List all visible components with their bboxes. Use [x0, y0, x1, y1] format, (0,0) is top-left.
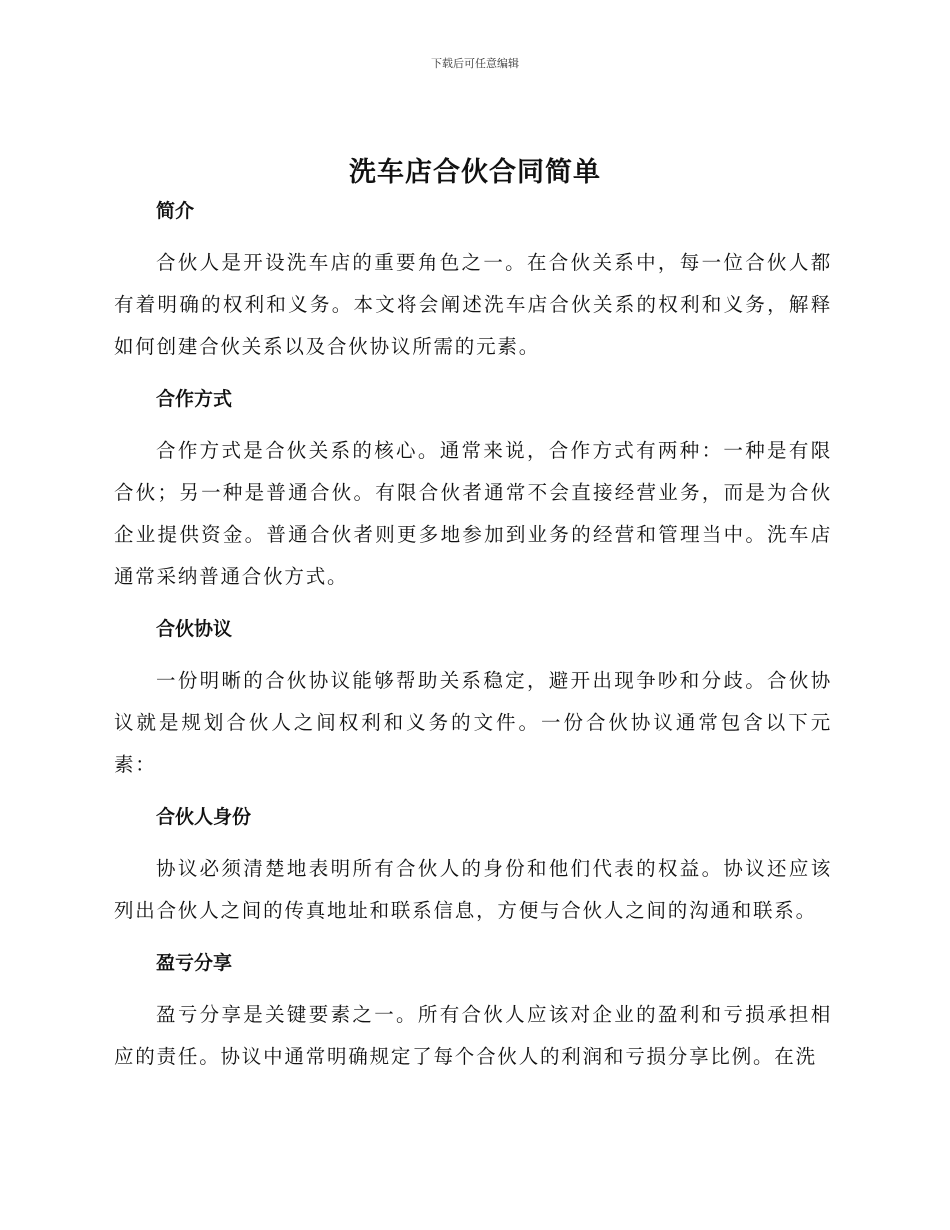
section-heading-profit-loss: 盈亏分享 — [156, 952, 233, 974]
section-paragraph-cooperation: 合作方式是合伙关系的核心。通常来说，合作方式有两种：一种是有限合伙；另一种是普通合伙。有限合伙者通常不会直接经营业务，而是为合伙企业提供资金。普通合伙者则更多地参加到业务的经营和管理当中。洗车店通常采纳普通合伙方式。 — [114, 439, 832, 588]
section-paragraph-agreement: 一份明晰的合伙协议能够帮助关系稳定，避开出现争吵和分歧。合伙协议就是规划合伙人之间权利和义务的文件。一份合伙协议通常包含以下元素： — [114, 669, 832, 776]
section-heading-identity: 合伙人身份 — [156, 806, 252, 828]
section-heading-intro: 简介 — [156, 200, 195, 222]
section-paragraph-identity: 协议必须清楚地表明所有合伙人的身份和他们代表的权益。协议还应该列出合伙人之间的传真地址和联系信息，方便与合伙人之间的沟通和联系。 — [114, 857, 832, 922]
section-heading-agreement: 合伙协议 — [156, 618, 233, 640]
document-body — [114, 196, 832, 1078]
document-title: 洗车店合伙合同简单 — [349, 157, 601, 188]
section-paragraph-profit-loss: 盈亏分享是关键要素之一。所有合伙人应该对企业的盈利和亏损承担相应的责任。协议中通常明确规定了每个合伙人的利润和亏损分享比例。在洗 — [114, 1003, 832, 1068]
header-note: 下载后可任意编辑 — [431, 57, 519, 70]
section-heading-cooperation: 合作方式 — [156, 388, 233, 410]
section-paragraph-intro: 合伙人是开设洗车店的重要角色之一。在合伙关系中，每一位合伙人都有着明确的权利和义务。本文将会阐述洗车店合伙关系的权利和义务，解释如何创建合伙关系以及合伙协议所需的元素。 — [114, 251, 832, 358]
